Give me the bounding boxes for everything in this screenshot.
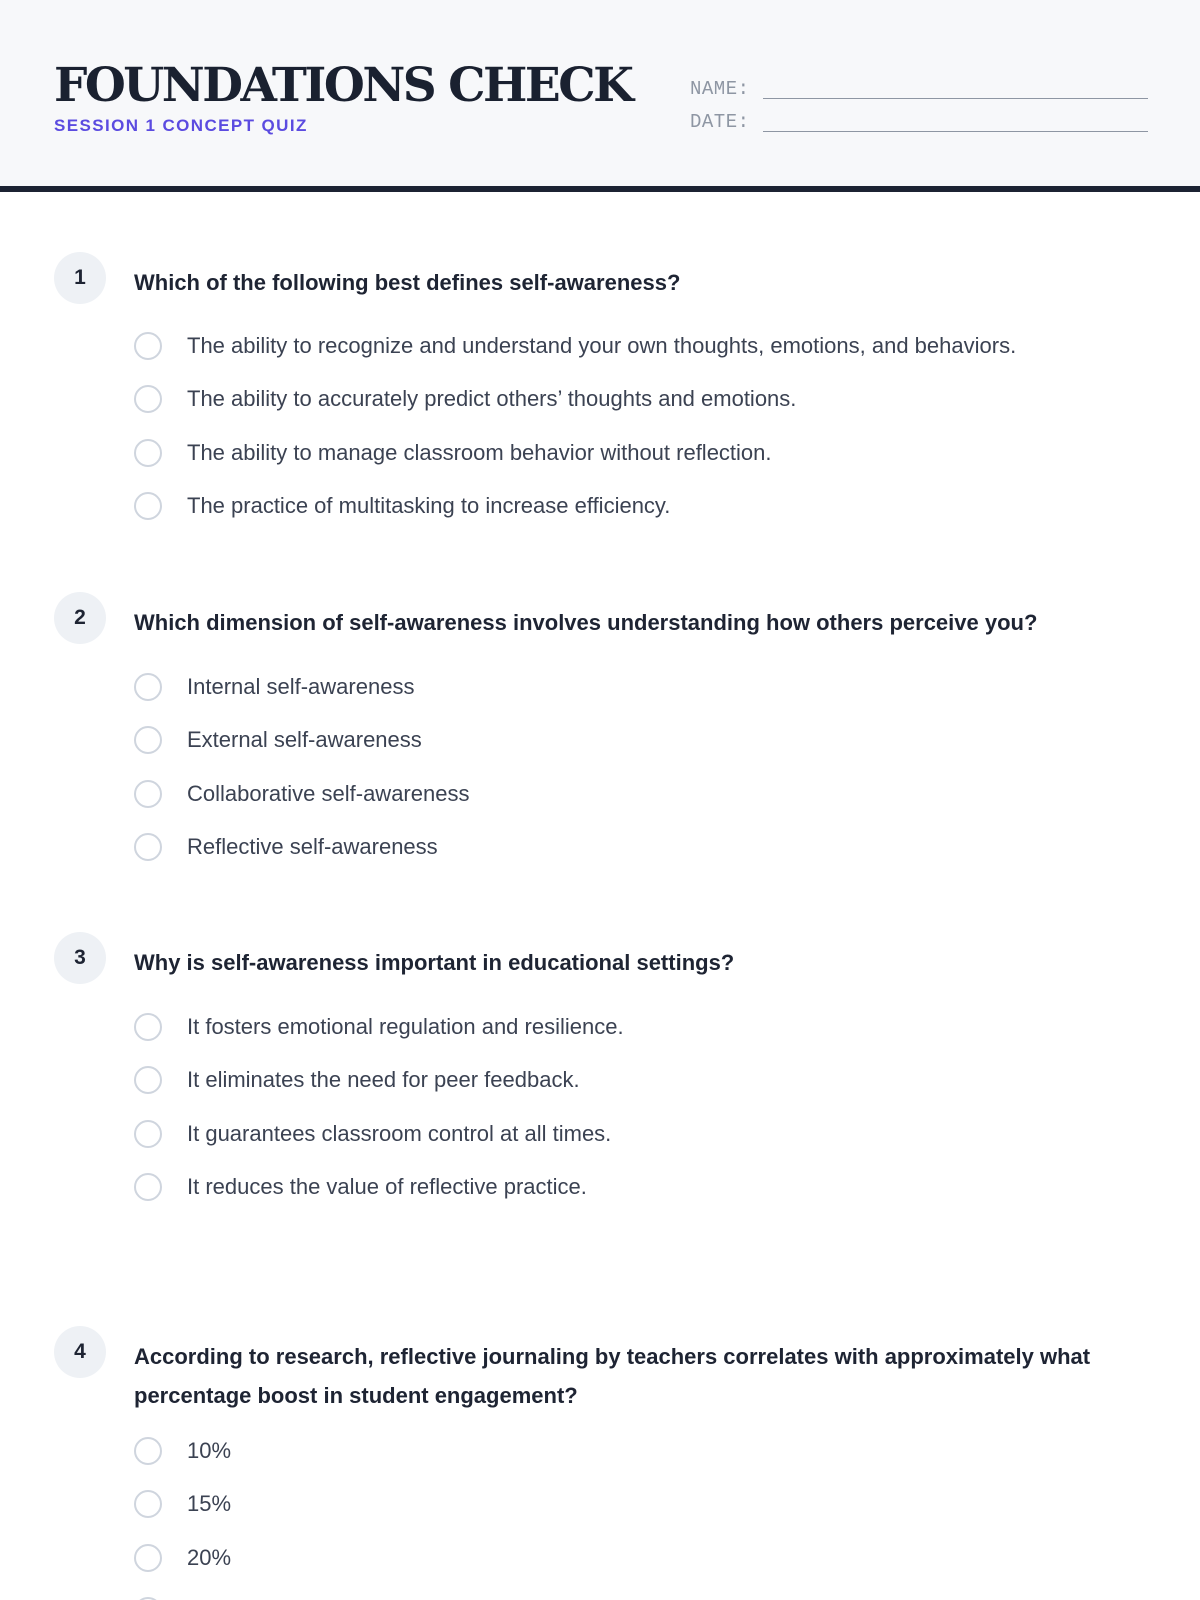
radio-button[interactable] — [134, 1120, 162, 1148]
answer-option[interactable] — [134, 1066, 1194, 1119]
answer-option[interactable] — [134, 385, 1194, 438]
page-title: FOUNDATIONS CHECK — [54, 58, 632, 113]
page-subtitle: SESSION 1 CONCEPT QUIZ — [54, 116, 308, 135]
answer-option[interactable] — [134, 1120, 1194, 1173]
answer-label: 20% — [187, 1544, 232, 1570]
radio-button[interactable] — [134, 1544, 162, 1572]
answer-option[interactable] — [134, 332, 1194, 385]
radio-button[interactable] — [134, 1066, 162, 1094]
answer-label: Collaborative self-awareness — [187, 780, 470, 806]
question-text: According to research, reflective journaling by teachers correlates with approximately what percentage boost in student engagement? — [134, 1344, 1091, 1408]
radio-button[interactable] — [134, 439, 162, 467]
answer-option[interactable] — [134, 1544, 1194, 1597]
answer-label: Internal self-awareness — [187, 674, 415, 699]
radio-button[interactable] — [134, 385, 162, 413]
answer-label: The ability to recognize and understand your own thoughts, emotions, and behaviors. — [187, 333, 1017, 358]
question-number: 1 — [54, 252, 106, 304]
date-line[interactable] — [763, 131, 1148, 132]
answer-label: The ability to accurately predict others’ thoughts and emotions. — [187, 386, 797, 412]
radio-button[interactable] — [134, 780, 162, 808]
radio-button[interactable] — [134, 492, 162, 520]
question-text: Which of the following best defines self-awareness? — [134, 270, 681, 295]
answer-options — [134, 1437, 1194, 1600]
name-field[interactable] — [690, 76, 1148, 104]
answer-options — [134, 1013, 1194, 1227]
answer-option[interactable] — [134, 1013, 1194, 1066]
radio-button[interactable] — [134, 1490, 162, 1518]
radio-button[interactable] — [134, 332, 162, 360]
question-number: 2 — [54, 592, 106, 644]
answer-label: 10% — [187, 1438, 232, 1463]
radio-button[interactable] — [134, 1437, 162, 1465]
answer-option[interactable] — [134, 780, 1194, 833]
answer-label: Reflective self-awareness — [187, 834, 438, 860]
radio-button[interactable] — [134, 1013, 162, 1041]
answer-option[interactable] — [134, 1490, 1194, 1543]
radio-button[interactable] — [134, 833, 162, 861]
answer-label: It reduces the value of reflective practice. — [187, 1174, 587, 1200]
date-label: DATE: — [690, 111, 750, 133]
name-line[interactable] — [763, 98, 1148, 99]
answer-options — [134, 332, 1194, 546]
question-text: Which dimension of self-awareness involves understanding how others perceive you? — [134, 610, 1038, 635]
radio-button[interactable] — [134, 673, 162, 701]
question-text: Why is self-awareness important in educational settings? — [134, 950, 735, 975]
answer-option[interactable] — [134, 1437, 1194, 1490]
question-number: 3 — [54, 932, 106, 984]
date-field[interactable] — [690, 109, 1148, 137]
answer-option[interactable] — [134, 439, 1194, 492]
radio-button[interactable] — [134, 726, 162, 754]
name-label: NAME: — [690, 78, 750, 100]
answer-option[interactable] — [134, 1173, 1194, 1226]
answer-option[interactable] — [134, 833, 1194, 886]
quiz-header — [0, 0, 1200, 192]
answer-option[interactable] — [134, 673, 1194, 726]
answer-option[interactable] — [134, 726, 1194, 779]
answer-option[interactable] — [134, 492, 1194, 545]
answer-label: The ability to manage classroom behavior without reflection. — [187, 439, 772, 465]
answer-label: External self-awareness — [187, 727, 422, 753]
question-number: 4 — [54, 1326, 106, 1378]
radio-button[interactable] — [134, 1173, 162, 1201]
answer-label: The practice of multitasking to increase efficiency. — [187, 493, 671, 519]
answer-label: 15% — [187, 1491, 232, 1517]
answer-label: It fosters emotional regulation and resilience. — [187, 1014, 624, 1039]
answer-options — [134, 673, 1194, 887]
answer-label: It guarantees classroom control at all times. — [187, 1120, 612, 1146]
answer-label: It eliminates the need for peer feedback. — [187, 1067, 580, 1093]
